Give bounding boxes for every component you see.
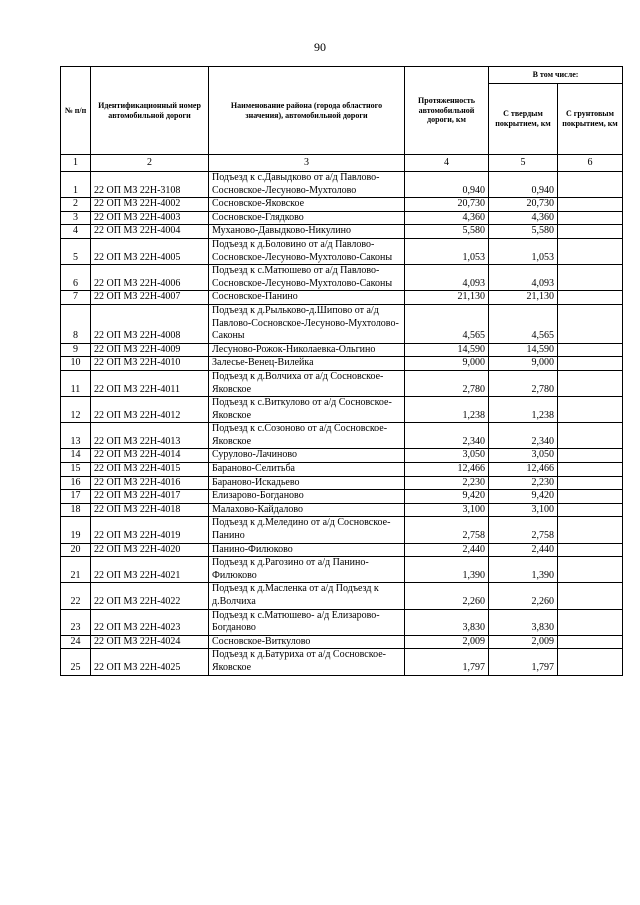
road-length: 2,440 (405, 543, 489, 557)
road-length: 12,466 (405, 463, 489, 477)
road-name: Елизарово-Богданово (209, 490, 405, 504)
table-row (61, 490, 623, 504)
row-number: 13 (61, 423, 91, 449)
hard-surface-length: 1,797 (489, 649, 558, 675)
road-name: Подъезд к д.Боловино от а/д Павлово-Сосновское-Лесуново-Мухтолово-Саконы (209, 238, 405, 264)
column-number: 6 (558, 155, 623, 172)
header-including: В том числе: (489, 67, 623, 84)
header-id: Идентификационный номер автомобильной дороги (91, 67, 209, 155)
road-name: Подъезд к д.Рагозино от а/д Панино-Филюково (209, 557, 405, 583)
road-length: 0,940 (405, 172, 489, 198)
road-length: 1,053 (405, 238, 489, 264)
hard-surface-length: 4,565 (489, 304, 558, 343)
row-number: 10 (61, 357, 91, 371)
road-id: 22 ОП МЗ 22Н-4007 (91, 291, 209, 305)
table-row (61, 172, 623, 198)
road-name: Подъезд к д.Батуриха от а/д Сосновское-Яковское (209, 649, 405, 675)
row-number: 24 (61, 635, 91, 649)
soil-surface-length (558, 357, 623, 371)
row-number: 7 (61, 291, 91, 305)
row-number: 23 (61, 609, 91, 635)
soil-surface-length (558, 609, 623, 635)
row-number: 5 (61, 238, 91, 264)
hard-surface-length: 0,940 (489, 172, 558, 198)
header-length: Протяженность автомобильной дороги, км (405, 67, 489, 155)
header-name: Наименование района (города областного значения), автомобильной дороги (209, 67, 405, 155)
road-name: Сосновское-Глядково (209, 211, 405, 225)
road-length: 3,830 (405, 609, 489, 635)
hard-surface-length: 2,340 (489, 423, 558, 449)
row-number: 4 (61, 225, 91, 239)
table-row (61, 517, 623, 543)
road-name: Подъезд к д.Волчиха от а/д Сосновское-Яковское (209, 370, 405, 396)
soil-surface-length (558, 225, 623, 239)
table-row (61, 225, 623, 239)
soil-surface-length (558, 476, 623, 490)
row-number: 1 (61, 172, 91, 198)
hard-surface-length: 2,260 (489, 583, 558, 609)
road-id: 22 ОП МЗ 22Н-4015 (91, 463, 209, 477)
road-length: 20,730 (405, 198, 489, 212)
table-row (61, 449, 623, 463)
road-id: 22 ОП МЗ 22Н-4012 (91, 397, 209, 423)
row-number: 18 (61, 503, 91, 517)
road-name: Залесье-Венец-Вилейка (209, 357, 405, 371)
hard-surface-length: 4,093 (489, 265, 558, 291)
row-number: 25 (61, 649, 91, 675)
column-number: 2 (91, 155, 209, 172)
soil-surface-length (558, 503, 623, 517)
road-name: Сурулово-Лачиново (209, 449, 405, 463)
table-row (61, 343, 623, 357)
table-row (61, 198, 623, 212)
road-name: Сосновское-Виткулово (209, 635, 405, 649)
soil-surface-length (558, 557, 623, 583)
road-name: Сосновское-Панино (209, 291, 405, 305)
road-length: 1,390 (405, 557, 489, 583)
road-length: 4,093 (405, 265, 489, 291)
road-id: 22 ОП МЗ 22Н-4011 (91, 370, 209, 396)
road-name: Малахово-Кайдалово (209, 503, 405, 517)
row-number: 12 (61, 397, 91, 423)
road-id: 22 ОП МЗ 22Н-4025 (91, 649, 209, 675)
table-row (61, 635, 623, 649)
header-hard-surface: С твердым покрытием, км (489, 84, 558, 155)
road-id: 22 ОП МЗ 22Н-3108 (91, 172, 209, 198)
table-row (61, 543, 623, 557)
road-length: 2,780 (405, 370, 489, 396)
table-body (61, 172, 623, 676)
road-id: 22 ОП МЗ 22Н-4022 (91, 583, 209, 609)
road-name: Сосновское-Яковское (209, 198, 405, 212)
table-row (61, 304, 623, 343)
road-id: 22 ОП МЗ 22Н-4021 (91, 557, 209, 583)
header-num: № п/п (61, 67, 91, 155)
road-id: 22 ОП МЗ 22Н-4003 (91, 211, 209, 225)
soil-surface-length (558, 517, 623, 543)
road-id: 22 ОП МЗ 22Н-4014 (91, 449, 209, 463)
soil-surface-length (558, 543, 623, 557)
soil-surface-length (558, 583, 623, 609)
road-id: 22 ОП МЗ 22Н-4010 (91, 357, 209, 371)
road-length: 2,230 (405, 476, 489, 490)
roads-table (60, 66, 623, 676)
road-length: 4,360 (405, 211, 489, 225)
soil-surface-length (558, 370, 623, 396)
soil-surface-length (558, 291, 623, 305)
soil-surface-length (558, 211, 623, 225)
column-number: 3 (209, 155, 405, 172)
hard-surface-length: 4,360 (489, 211, 558, 225)
soil-surface-length (558, 265, 623, 291)
hard-surface-length: 14,590 (489, 343, 558, 357)
table-row (61, 397, 623, 423)
road-length: 2,758 (405, 517, 489, 543)
hard-surface-length: 1,053 (489, 238, 558, 264)
road-name: Подъезд к с.Созоново от а/д Сосновское-Яковское (209, 423, 405, 449)
soil-surface-length (558, 490, 623, 504)
soil-surface-length (558, 423, 623, 449)
row-number: 11 (61, 370, 91, 396)
hard-surface-length: 2,780 (489, 370, 558, 396)
road-length: 21,130 (405, 291, 489, 305)
hard-surface-length: 9,420 (489, 490, 558, 504)
hard-surface-length: 1,238 (489, 397, 558, 423)
hard-surface-length: 1,390 (489, 557, 558, 583)
road-id: 22 ОП МЗ 22Н-4024 (91, 635, 209, 649)
hard-surface-length: 2,009 (489, 635, 558, 649)
soil-surface-length (558, 238, 623, 264)
table-row (61, 583, 623, 609)
hard-surface-length: 2,440 (489, 543, 558, 557)
road-length: 2,009 (405, 635, 489, 649)
table-row (61, 211, 623, 225)
road-id: 22 ОП МЗ 22Н-4020 (91, 543, 209, 557)
road-id: 22 ОП МЗ 22Н-4002 (91, 198, 209, 212)
hard-surface-length: 3,050 (489, 449, 558, 463)
table-row (61, 238, 623, 264)
road-id: 22 ОП МЗ 22Н-4013 (91, 423, 209, 449)
hard-surface-length: 2,230 (489, 476, 558, 490)
column-number: 5 (489, 155, 558, 172)
table-row (61, 370, 623, 396)
row-number: 22 (61, 583, 91, 609)
hard-surface-length: 2,758 (489, 517, 558, 543)
table-row (61, 291, 623, 305)
road-name: Бараново-Селитьба (209, 463, 405, 477)
road-name: Панино-Филюково (209, 543, 405, 557)
road-name: Подъезд к с.Матюшево- а/д Елизарово-Богданово (209, 609, 405, 635)
row-number: 3 (61, 211, 91, 225)
row-number: 2 (61, 198, 91, 212)
table-row (61, 265, 623, 291)
road-length: 2,340 (405, 423, 489, 449)
column-number: 1 (61, 155, 91, 172)
soil-surface-length (558, 449, 623, 463)
soil-surface-length (558, 463, 623, 477)
road-id: 22 ОП МЗ 22Н-4016 (91, 476, 209, 490)
hard-surface-length: 21,130 (489, 291, 558, 305)
table-row (61, 423, 623, 449)
road-length: 3,050 (405, 449, 489, 463)
page-number: 90 (314, 40, 326, 54)
road-length: 9,420 (405, 490, 489, 504)
road-length: 4,565 (405, 304, 489, 343)
row-number: 14 (61, 449, 91, 463)
table-row (61, 476, 623, 490)
table-row (61, 609, 623, 635)
road-name: Подъезд к с.Виткулово от а/д Сосновское-Яковское (209, 397, 405, 423)
row-number: 8 (61, 304, 91, 343)
road-name: Подъезд к д.Масленка от а/д Подъезд к д.Волчиха (209, 583, 405, 609)
row-number: 15 (61, 463, 91, 477)
soil-surface-length (558, 649, 623, 675)
road-length: 3,100 (405, 503, 489, 517)
road-length: 1,238 (405, 397, 489, 423)
road-id: 22 ОП МЗ 22Н-4018 (91, 503, 209, 517)
hard-surface-length: 20,730 (489, 198, 558, 212)
road-id: 22 ОП МЗ 22Н-4017 (91, 490, 209, 504)
road-id: 22 ОП МЗ 22Н-4006 (91, 265, 209, 291)
row-number: 19 (61, 517, 91, 543)
road-name: Подъезд к д.Рыльково-д.Шипово от а/д Павлово-Сосновское-Лесуново-Мухтолово-Саконы (209, 304, 405, 343)
soil-surface-length (558, 172, 623, 198)
row-number: 9 (61, 343, 91, 357)
row-number: 16 (61, 476, 91, 490)
road-name: Подъезд к с.Давыдково от а/д Павлово-Сосновское-Лесуново-Мухтолово (209, 172, 405, 198)
hard-surface-length: 5,580 (489, 225, 558, 239)
soil-surface-length (558, 304, 623, 343)
road-length: 1,797 (405, 649, 489, 675)
road-name: Лесуново-Рожок-Николаевка-Ольгино (209, 343, 405, 357)
road-id: 22 ОП МЗ 22Н-4023 (91, 609, 209, 635)
road-id: 22 ОП МЗ 22Н-4009 (91, 343, 209, 357)
road-id: 22 ОП МЗ 22Н-4004 (91, 225, 209, 239)
road-length: 5,580 (405, 225, 489, 239)
road-length: 9,000 (405, 357, 489, 371)
table-header (61, 67, 623, 172)
road-id: 22 ОП МЗ 22Н-4019 (91, 517, 209, 543)
road-name: Подъезд к д.Меледино от а/д Сосновское-Панино (209, 517, 405, 543)
hard-surface-length: 3,830 (489, 609, 558, 635)
hard-surface-length: 12,466 (489, 463, 558, 477)
hard-surface-length: 9,000 (489, 357, 558, 371)
road-id: 22 ОП МЗ 22Н-4008 (91, 304, 209, 343)
table-row (61, 463, 623, 477)
road-name: Бараново-Искадьево (209, 476, 405, 490)
table-row (61, 557, 623, 583)
row-number: 21 (61, 557, 91, 583)
road-id: 22 ОП МЗ 22Н-4005 (91, 238, 209, 264)
row-number: 6 (61, 265, 91, 291)
road-length: 14,590 (405, 343, 489, 357)
soil-surface-length (558, 635, 623, 649)
table-row (61, 649, 623, 675)
road-name: Подъезд к с.Матюшево от а/д Павлово-Сосновское-Лесуново-Мухтолово-Саконы (209, 265, 405, 291)
soil-surface-length (558, 343, 623, 357)
table-row (61, 503, 623, 517)
soil-surface-length (558, 397, 623, 423)
row-number: 17 (61, 490, 91, 504)
road-name: Муханово-Давыдково-Никулино (209, 225, 405, 239)
hard-surface-length: 3,100 (489, 503, 558, 517)
soil-surface-length (558, 198, 623, 212)
table-row (61, 357, 623, 371)
column-number: 4 (405, 155, 489, 172)
header-soil-surface: С грунтовым покрытием, км (558, 84, 623, 155)
row-number: 20 (61, 543, 91, 557)
road-length: 2,260 (405, 583, 489, 609)
